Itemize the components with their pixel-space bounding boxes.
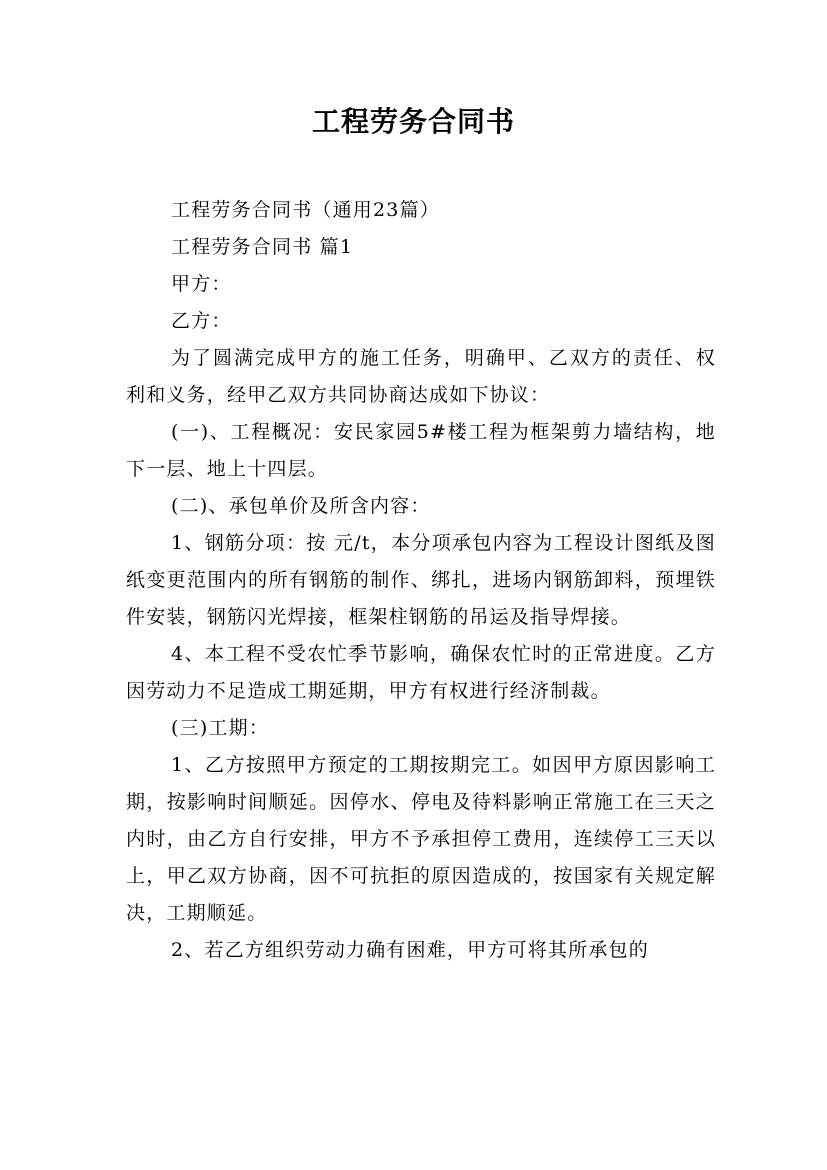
paragraph-party-a: 甲方： [171,273,232,295]
document-body [126,192,716,969]
paragraph-party-b: 乙方： [171,310,232,332]
paragraph-unit-price-heading: (二)、承包单价及所含内容： [171,495,431,517]
paragraph-section-heading: 工程劳务合同书 篇1 [171,236,354,258]
paragraph-schedule-item-1: 1、乙方按照甲方预定的工期按期完工。如因甲方原因影响工 期，按影响时间顺延。因停水、停电及待料影响正常施工在三天之内时，由乙方自行安排，甲方不予承担停工费用，连续停工三天以上，甲乙双方协商，因不可抗拒的原因造成的，按国家有关规定解决，工期顺延。 [126,754,716,924]
paragraph-schedule-heading: (三)工期： [171,717,270,739]
document-title: 工程劳务合同书 [311,105,515,138]
paragraph-busy-season: 4、本工程不受农忙季节影响，确保农忙时的正常进度。乙方因劳动力不足造成工期延期，甲方有权进行经济制裁。 [126,643,716,702]
paragraph-preamble: 为了圆满完成甲方的施工任务，明确甲、乙双方的责任、权利和义务，经甲乙双方共同协商达成如下协议： [126,347,716,406]
paragraph-subtitle: 工程劳务合同书（通用23篇） [171,199,440,221]
paragraph-project-overview: (一)、工程概况：安民家园5#楼工程为框架剪力墙结构，地 下一层、地上十四层。 [126,421,716,480]
paragraph-schedule-item-2: 2、若乙方组织劳动力确有困难，甲方可将其所承包的 [171,939,649,961]
paragraph-rebar-item: 1、钢筋分项：按 元/t，本分项承包内容为工程设计图纸及图纸变更范围内的所有钢筋的制作、绑扎，进场内钢筋卸料，预埋铁件安装，钢筋闪光焊接，框架柱钢筋的吊运及指导焊接。 [126,532,716,628]
